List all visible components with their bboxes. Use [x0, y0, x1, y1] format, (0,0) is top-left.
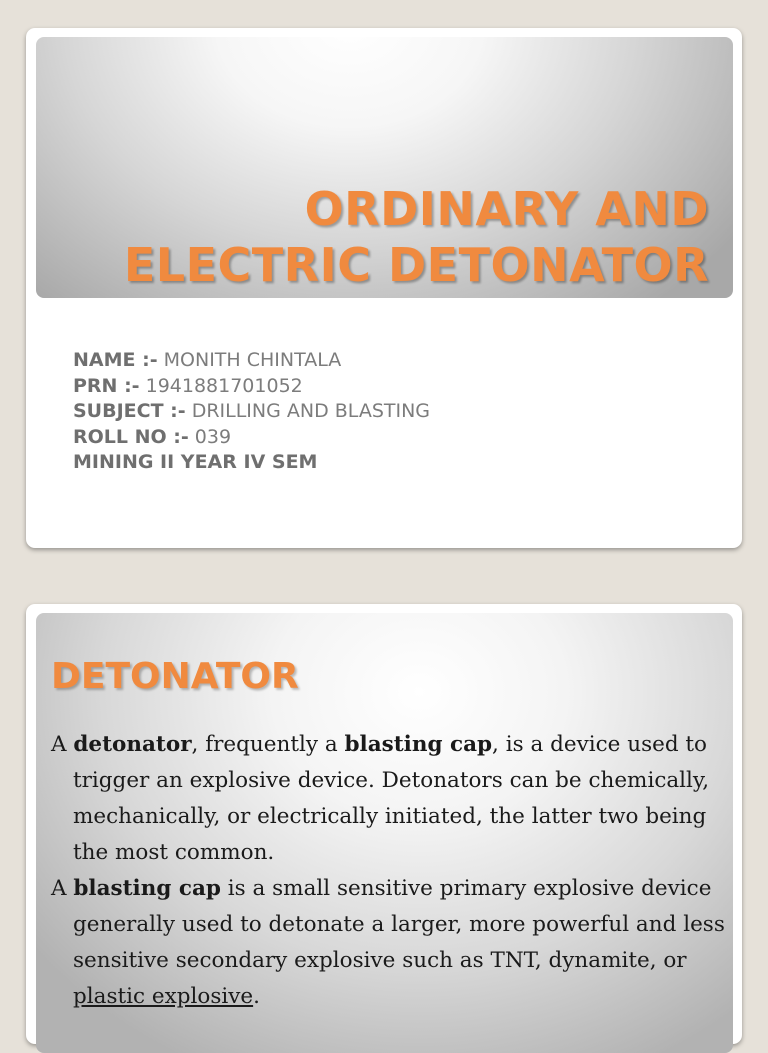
- name-label: NAME :-: [73, 349, 158, 371]
- title-line-2: ELECTRIC DETONATOR: [123, 238, 709, 292]
- subject-label: SUBJECT :-: [73, 400, 186, 423]
- roll-row: [73, 425, 430, 451]
- paragraph-blasting-cap: [51, 871, 731, 1015]
- p1-text-2: , frequently a: [191, 732, 345, 757]
- prn-row: [73, 374, 430, 400]
- p2-text-2: is a small sensitive primary explosive device generally used to detonate a larger, more powerful and less sensitive secondary explosive such as TNT, dynamite, or: [73, 876, 725, 973]
- name-value: MONITH CHINTALA: [157, 349, 342, 371]
- slide-title: [124, 181, 709, 293]
- title-line-1: ORDINARY AND: [304, 182, 709, 236]
- p2-text-1: A: [51, 876, 74, 901]
- subject-value: DRILLING AND BLASTING: [185, 400, 431, 423]
- prn-value: 1941881701052: [139, 374, 303, 397]
- subject-row: [73, 399, 430, 425]
- paragraph-detonator: [51, 727, 731, 871]
- roll-label: ROLL NO :-: [73, 425, 189, 448]
- content-band: [36, 613, 733, 1053]
- plastic-explosive-link[interactable]: plastic explosive: [73, 984, 254, 1009]
- p1-bold-detonator: detonator: [73, 732, 192, 757]
- p2-bold-blasting-cap: blasting cap: [73, 876, 221, 901]
- slide-body: [51, 727, 731, 1015]
- year-text: MINING II YEAR IV SEM: [73, 451, 318, 474]
- year-row: [73, 450, 430, 476]
- p1-bold-blasting-cap: blasting cap: [344, 732, 493, 757]
- content-slide: [26, 604, 742, 1044]
- author-info: [73, 348, 430, 476]
- title-slide: [26, 28, 742, 548]
- prn-label: PRN :-: [73, 374, 140, 397]
- name-row: [73, 348, 430, 374]
- slide-heading: DETONATOR: [51, 656, 299, 697]
- title-band: [36, 37, 733, 298]
- p1-text-3: , is a device used to trigger an explosive device. Detonators can be chemically, mechanically, or electrically initiated, the latter two being the most common.: [73, 732, 710, 865]
- p1-text-1: A: [51, 732, 74, 757]
- roll-value: 039: [188, 425, 232, 448]
- p2-text-3: .: [253, 984, 260, 1009]
